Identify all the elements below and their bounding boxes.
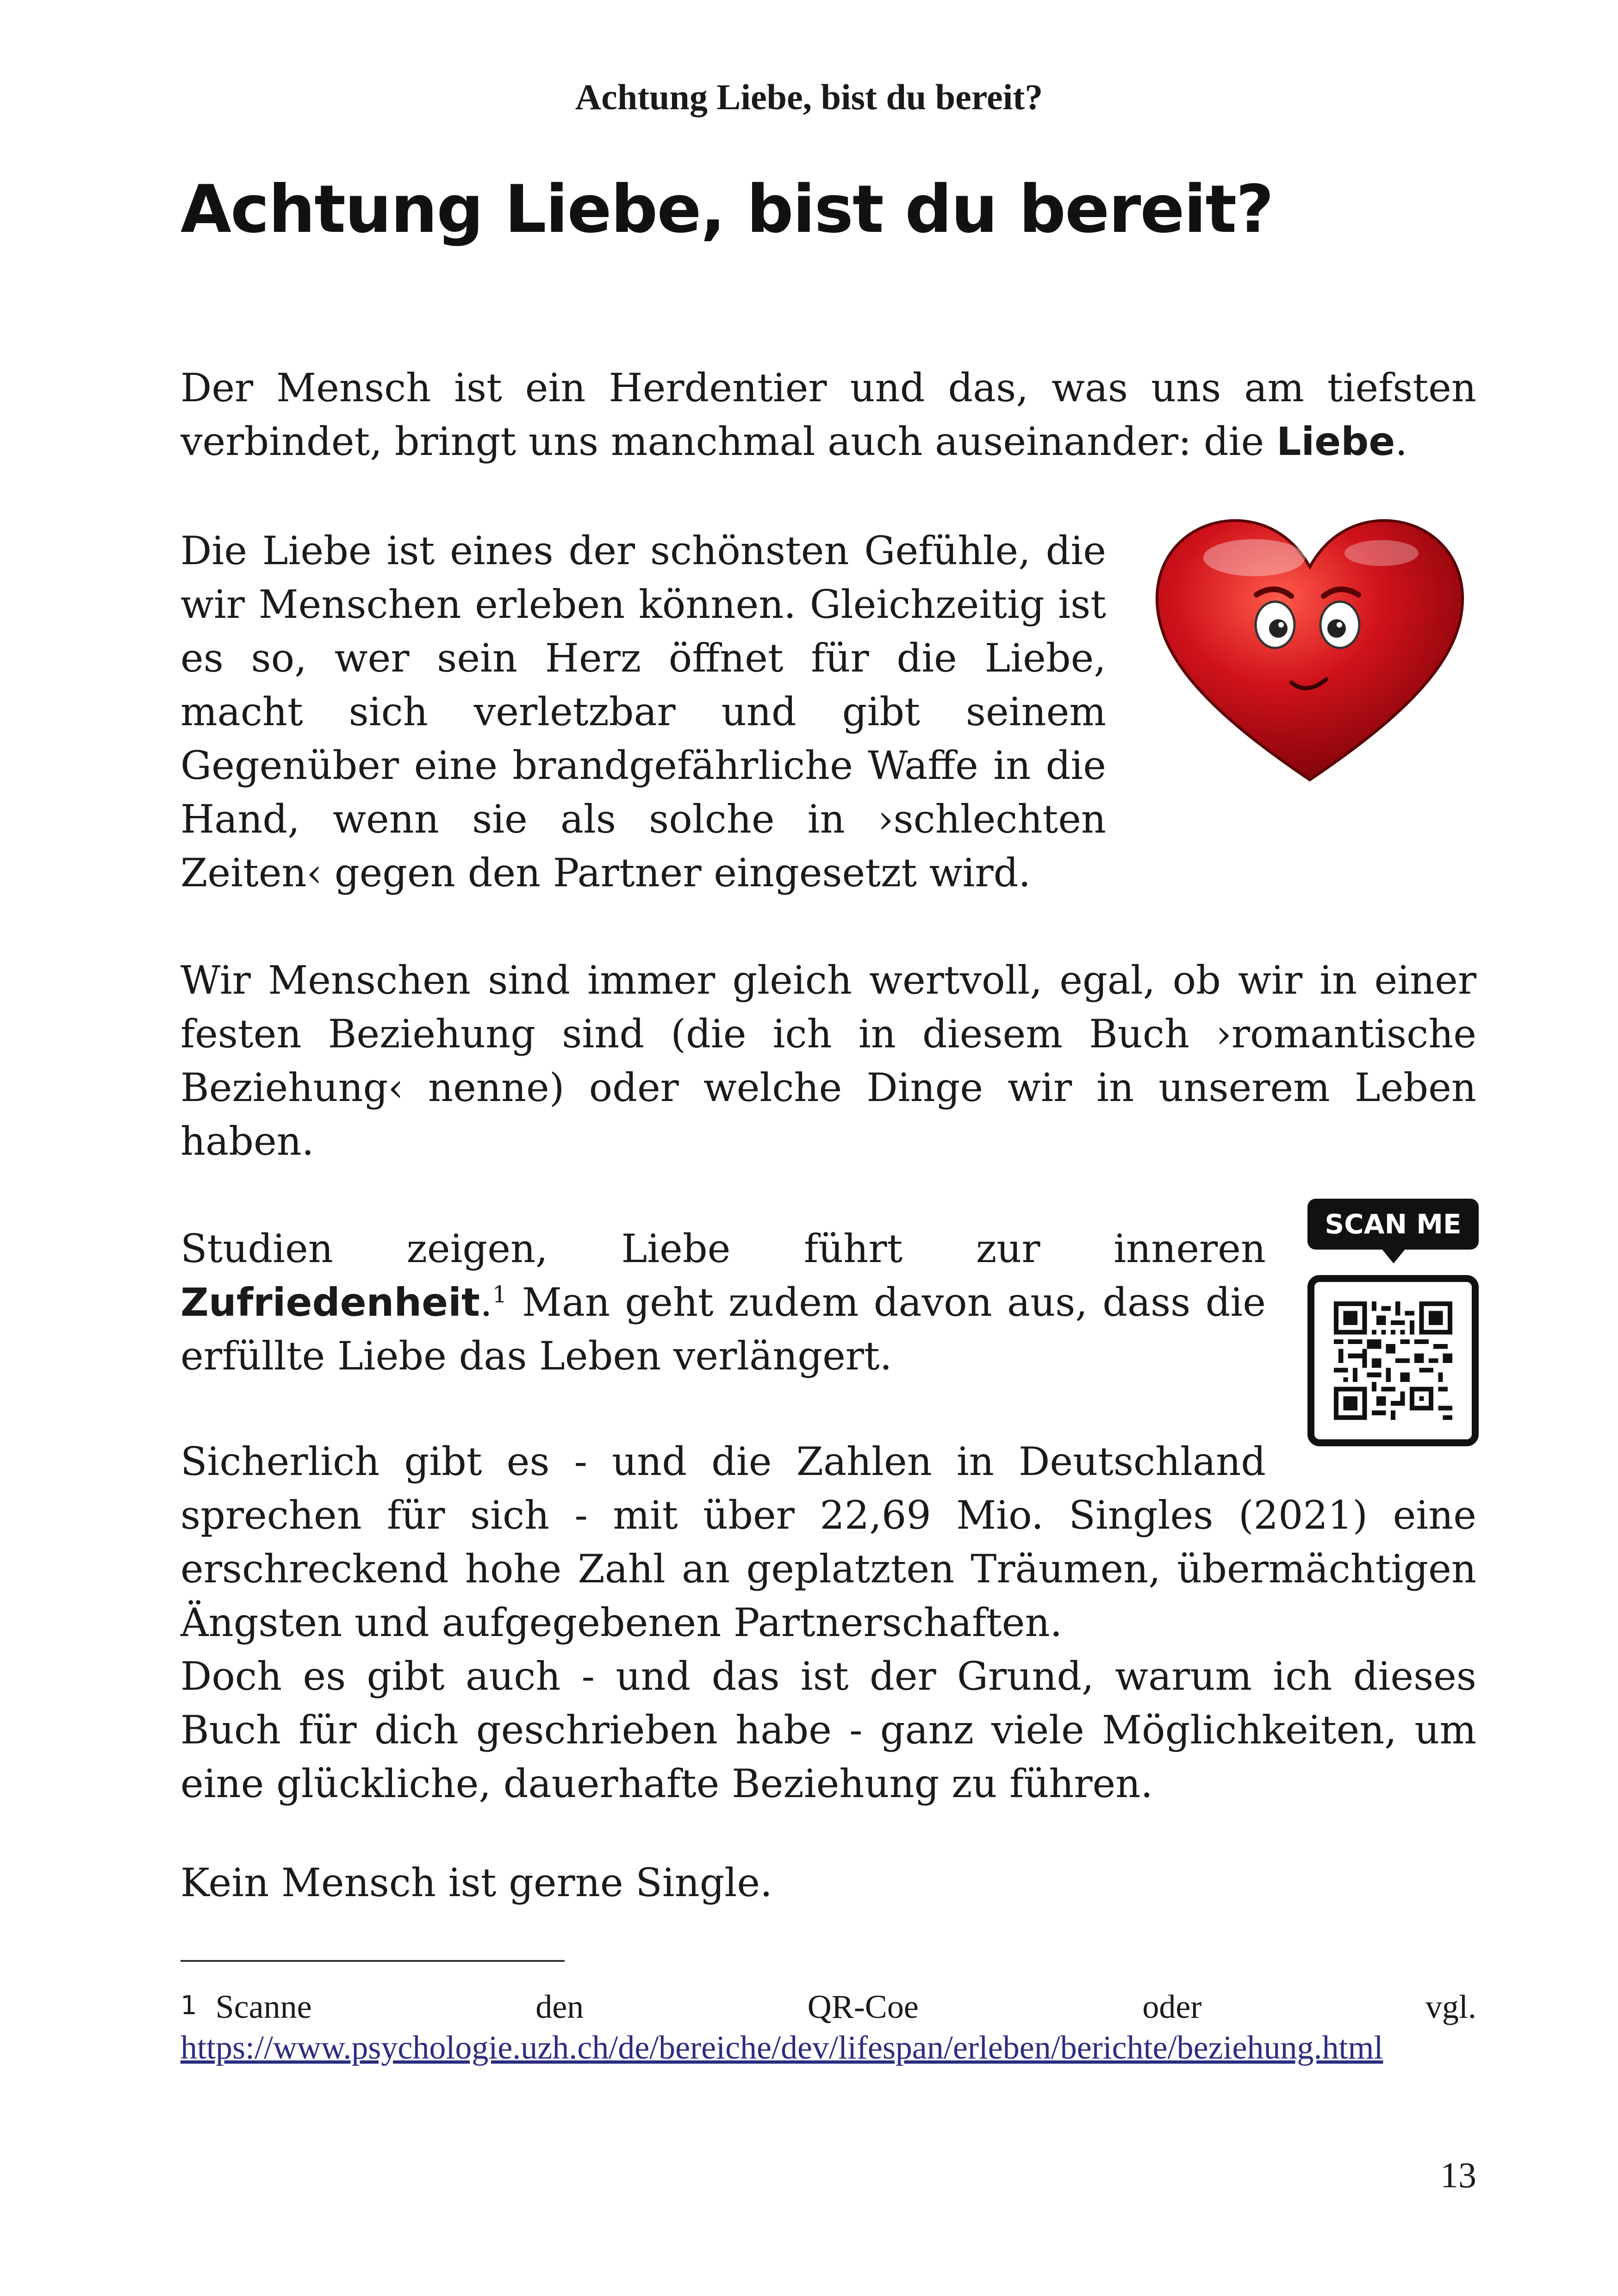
heart-illustration xyxy=(1148,514,1472,791)
scan-me-label: SCAN ME xyxy=(1307,1199,1479,1250)
scan-label-pointer xyxy=(1382,1249,1406,1263)
paragraph-singles-text: sprechen für sich - mit über 22,69 Mio. Singles (2021) eine erschreckend hohe Zahl an geplatzten Träumen, übermächtigen Ängsten und aufgegebenen Partnerschaften. xyxy=(180,1493,1476,1645)
highlight-liebe: Liebe xyxy=(1276,419,1395,464)
qr-code-block[interactable] xyxy=(1307,1199,1479,1444)
paragraph-possibilities-text: Doch es gibt auch - und das ist der Grund, warum ich dieses Buch für dich geschrieben habe - ganz viele Möglichkeiten, um eine glückliche, dauerhafte Beziehung zu führen. xyxy=(180,1654,1476,1806)
footnote-divider xyxy=(180,1960,565,1962)
paragraph-studies-rest: Man geht zudem davon aus, dass die erfüllte Liebe das Leben verlängert. xyxy=(180,1280,1266,1379)
paragraph-closing xyxy=(180,1856,1476,1910)
paragraph-intro-end: . xyxy=(1395,419,1408,464)
paragraph-closing-text: Kein Mensch ist gerne Single. xyxy=(180,1860,772,1905)
footnote-reference[interactable]: 1 xyxy=(492,1281,507,1308)
footnote xyxy=(180,1985,1476,2068)
footnote-link[interactable]: https://www.psychologie.uzh.ch/de/bereiche/dev/lifespan/erleben/berichte/beziehung.html xyxy=(180,2029,1383,2066)
paragraph-studies xyxy=(180,1222,1266,1383)
paragraph-value-text: Wir Menschen sind immer gleich wertvoll, egal, ob wir in einer festen Beziehung sind (die ich in diesem Buch ›romantische Beziehung‹ nenne) oder welche Dinge wir in unserem Leben haben. xyxy=(180,958,1476,1164)
paragraph-value xyxy=(180,953,1476,1168)
running-head: Achtung Liebe, bist du bereit? xyxy=(575,77,1043,117)
qr-code-frame xyxy=(1307,1275,1479,1446)
paragraph-feelings-text: Die Liebe ist eines der schönsten Gefühle, die wir Menschen erleben können. Gleichzeitig ist es so, wer sein Herz öffnet für die Liebe, macht sich verletzbar und gibt seinem Gegenüber eine brandgefährliche Waffe in die Hand, wenn sie als solche in ›schlechten Zeiten‹ gegen den Partner eingesetzt wird. xyxy=(180,528,1106,896)
paragraph-intro-text: Der Mensch ist ein Herdentier und das, was uns am tiefsten verbindet, bringt uns manchmal auch auseinander: die xyxy=(180,365,1476,464)
page-number: 13 xyxy=(1440,2155,1476,2195)
paragraph-studies-period: . xyxy=(480,1280,492,1325)
qr-code-icon xyxy=(1334,1301,1452,1420)
highlight-zufriedenheit: Zufriedenheit xyxy=(180,1280,480,1325)
chapter-title: Achtung Liebe, bist du bereit? xyxy=(180,171,1273,248)
paragraph-studies-text: Studien zeigen, Liebe führt zur inneren xyxy=(180,1226,1266,1271)
footnote-text: Scanne den QR-Coe oder vgl. xyxy=(215,1988,1476,2025)
paragraph-intro xyxy=(180,361,1476,468)
footnote-number: 1 xyxy=(180,1991,197,2021)
paragraph-singles xyxy=(180,1435,1476,1811)
paragraph-singles-line1: Sicherlich gibt es - und die Zahlen in Deutschland xyxy=(180,1439,1266,1484)
paragraph-feelings xyxy=(180,524,1106,900)
